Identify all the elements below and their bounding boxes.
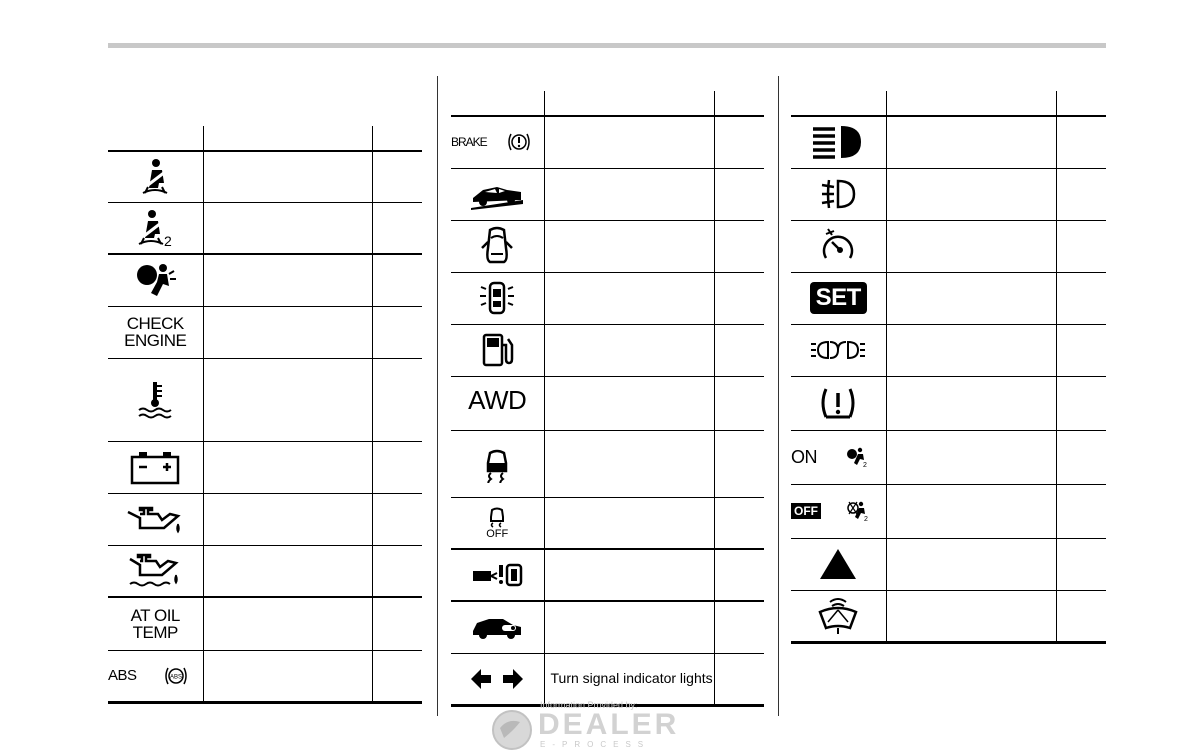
indicator-description [203,545,372,597]
indicator-description [203,358,372,441]
washer-fluid-icon [791,590,886,642]
immobilizer-car-icon [451,601,544,653]
turn-signal-icon [451,653,544,705]
cruise-set-icon: SET [791,272,886,324]
indicator-description [203,306,372,358]
awd-icon: AWD [451,376,544,430]
door-open-icon [451,220,544,272]
indicator-description [544,549,714,601]
abs-warning-icon: ABS ABS [108,650,203,702]
oil-pressure-icon [108,493,203,545]
indicator-description [544,116,714,168]
battery-charge-icon [108,441,203,493]
svg-text:2: 2 [164,232,173,249]
headlight-indicator-icon [791,324,886,376]
indicator-description [886,376,1056,430]
low-fuel-icon [451,324,544,376]
indicator-description [544,168,714,220]
indicator-description [886,484,1056,538]
indicator-description [886,168,1056,220]
indicator-description [203,441,372,493]
indicator-description [544,430,714,497]
passenger-airbag-on-icon: ON 2 [791,430,886,484]
indicator-description [886,430,1056,484]
turn-signal-description: Turn signal indicator lights [544,653,714,705]
indicator-table-2 [451,91,764,707]
passenger-airbag-off-icon: OFF 2 [791,484,886,538]
high-beam-icon [791,116,886,168]
security-indicator-icon [451,272,544,324]
cruise-control-icon [791,220,886,272]
indicator-description [886,116,1056,168]
oil-level-icon [108,545,203,597]
seatbelt-warning-icon [108,151,203,202]
vehicle-dynamics-icon [451,430,544,497]
indicator-description [203,151,372,202]
watermark-brand: DEALER [538,708,680,741]
check-engine-icon: CHECK ENGINE [108,306,203,358]
indicator-description [544,497,714,549]
indicator-description [203,650,372,702]
indicator-description [203,597,372,650]
indicator-description [203,493,372,545]
svg-text:2: 2 [864,516,869,522]
indicator-description [544,220,714,272]
indicator-description [544,272,714,324]
tire-pressure-icon [791,376,886,430]
svg-text:2: 2 [863,462,868,468]
indicator-description [886,272,1056,324]
indicator-table-1 [108,126,422,704]
watermark-sub: E-PROCESS [540,740,651,749]
indicator-table-3 [791,91,1106,644]
airbag-warning-icon [108,254,203,306]
indicator-description [886,324,1056,376]
indicator-description [886,538,1056,590]
brake-warning-icon: BRAKE [451,116,544,168]
indicator-description [544,324,714,376]
front-fog-icon [791,168,886,220]
rear-seatbelt-warning-icon [108,202,203,254]
watermark-caption: Information Provided by: [540,700,638,710]
column-separator [437,76,438,716]
top-rule [108,43,1106,48]
indicator-description [544,376,714,430]
column-separator [778,76,779,716]
dealer-watermark [488,700,698,756]
master-warning-icon [791,538,886,590]
indicator-description [886,220,1056,272]
indicator-description [203,254,372,306]
key-indicator-icon [451,549,544,601]
at-oil-temp-icon: AT OIL TEMP [108,597,203,650]
svg-text:ABS: ABS [169,674,182,680]
indicator-description [544,601,714,653]
globe-logo-icon [490,708,534,752]
indicator-description [886,590,1056,642]
vdc-off-icon: OFF [451,497,544,549]
indicator-description [203,202,372,254]
hill-car-icon [451,168,544,220]
coolant-temperature-icon [108,358,203,441]
